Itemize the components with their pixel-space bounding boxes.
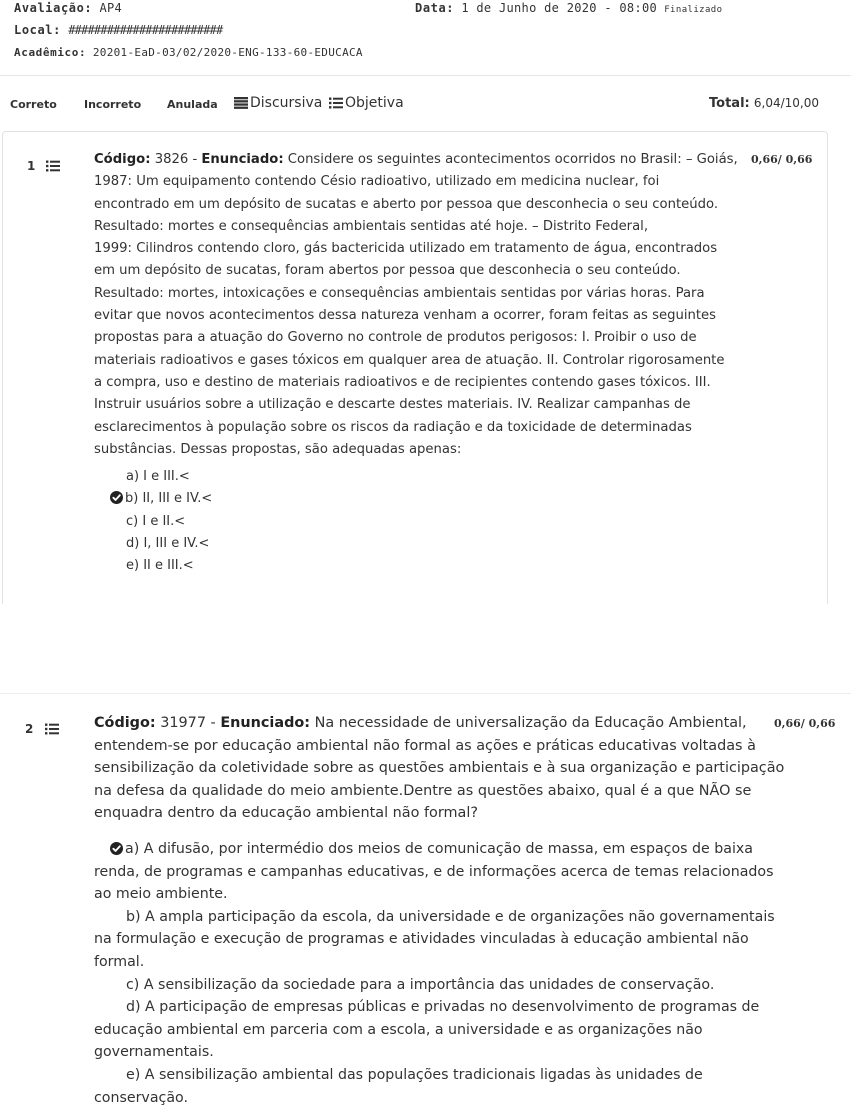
statement-line: Resultado: mortes, intoxicações e consequências ambientais sentidas por várias horas. Para <box>94 285 705 301</box>
enunciado-label: Enunciado: <box>220 715 311 731</box>
codigo-label: Código: <box>94 152 151 167</box>
question-score: 0,66/ 0,66 <box>751 153 813 166</box>
avaliacao-value: AP4 <box>99 1 123 15</box>
alternative-option[interactable] <box>110 488 212 510</box>
statement-line: materiais radioativos e gases tóxicos em qualquer area de atuação. II. Controlar rigorosamente <box>94 352 725 368</box>
question-number: 2 <box>25 722 34 736</box>
alternative-option[interactable] <box>94 974 774 997</box>
legend-discursiva[interactable] <box>234 95 322 111</box>
alternative-text: d) I, III e IV.< <box>126 535 210 551</box>
statement-line: 1987: Um equipamento contendo Césio radioativo, utilizado em medicina nuclear, foi <box>94 174 660 190</box>
list-icon <box>45 723 59 735</box>
alternative-text: e) II e III.< <box>126 558 194 574</box>
codigo-value: 3826 <box>154 152 189 167</box>
section-divider <box>0 693 851 694</box>
alternative-line: formal. <box>94 953 145 970</box>
statement-line: esclarecimentos à população sobre os riscos da radiação e da toxicidade de determinadas <box>94 419 692 435</box>
legend-bar <box>10 95 819 115</box>
question-score: 0,66/ 0,66 <box>774 717 836 730</box>
statement-line: Código: 3826 - Enunciado: Considere os seguintes acontecimentos ocorridos no Brasil: – Goiás, <box>94 152 738 167</box>
list-icon <box>46 160 60 172</box>
alternative-text: a) I e III.< <box>126 469 190 484</box>
statement-line: Resultado: mortes e consequências ambientais sentidas até hoje. – Distrito Federal, <box>94 218 649 234</box>
total-value: 6,04/10,00 <box>753 96 819 110</box>
alternative-line: conservação. <box>94 1089 188 1106</box>
alternative-line: b) A ampla participação da escola, da universidade e de organizações não governamentais <box>126 908 775 925</box>
legend-correto[interactable]: Correto <box>10 98 57 111</box>
alternative-text <box>94 974 774 997</box>
alternative-text <box>94 838 774 861</box>
statement-text: Considere os seguintes acontecimentos ocorridos no Brasil: – Goiás, <box>287 152 738 167</box>
question-number: 1 <box>27 159 36 173</box>
alternative-text <box>94 1041 774 1064</box>
alternative-text <box>94 906 774 929</box>
alternative-text <box>94 928 774 951</box>
alternative-text <box>94 1087 774 1110</box>
check-circle-icon <box>110 491 123 504</box>
question-statement <box>94 149 738 461</box>
header-divider <box>0 75 851 76</box>
academico-value: 20201-EaD-03/02/2020-ENG-133-60-EDUCACA <box>92 46 363 59</box>
codigo-label: Código: <box>94 715 156 731</box>
alternative-line: c) A sensibilização da sociedade para a importância das unidades de conservação. <box>126 976 715 993</box>
legend-objetiva-label: Objetiva <box>345 95 404 111</box>
total-score <box>709 96 819 111</box>
alternative-text <box>94 883 774 906</box>
academico-row <box>14 46 363 59</box>
alternative-line: governamentais. <box>94 1044 214 1061</box>
alternative-text <box>94 951 774 974</box>
statement-line: na defesa da qualidade do meio ambiente.Dentre as questões abaixo, qual é a que NÃO se <box>94 782 752 799</box>
alternative-option[interactable] <box>94 996 774 1064</box>
statement-line: Instruir usuários sobre a utilização e descarte destes materiais. IV. Realizar campanhas de <box>94 397 691 413</box>
statement-line: enquadra dentro da educação ambiental não formal? <box>94 805 479 822</box>
statement-line: sensibilização da coletividade sobre as questões ambientais e à sua organização e participação <box>94 760 785 777</box>
alternative-line: d) A participação de empresas públicas e privadas no desenvolvimento de programas de <box>126 999 760 1016</box>
list-icon <box>329 97 343 109</box>
alternative-line: ao meio ambiente. <box>94 886 228 903</box>
legend-anulada[interactable]: Anulada <box>167 98 218 111</box>
alternative-option[interactable] <box>94 838 774 906</box>
bars-icon <box>234 97 248 109</box>
alternative-text: c) I e II.< <box>126 513 186 529</box>
statement-line: em um depósito de sucatas, foram abertos por pessoa que desconhecia o seu conteúdo. <box>94 263 681 279</box>
alternative-line: a) A difusão, por intermédio dos meios de comunicação de massa, em espaços de baixa <box>125 841 753 857</box>
local-value: ######################## <box>68 23 223 37</box>
status-label: Finalizado <box>664 5 723 15</box>
alternative-text <box>94 1064 774 1087</box>
alternative-option[interactable] <box>126 466 190 488</box>
legend-discursiva-label: Discursiva <box>250 95 323 111</box>
statement-line: Código: 31977 - Enunciado: Na necessidade de universalização da Educação Ambiental, <box>94 715 747 731</box>
alternative-line: na formulação e execução de programas e atividades vinculadas à educação ambiental não <box>94 931 749 948</box>
avaliacao-label: Avaliação: <box>14 1 93 15</box>
codigo-value: 31977 <box>160 715 206 731</box>
alternative-line: e) A sensibilização ambiental das populações tradicionais ligadas às unidades de <box>126 1067 703 1083</box>
statement-line: encontrado em um depósito de sucatas e aberto por pessoa que desconhecia o seu conteúdo. <box>94 196 719 212</box>
statement-line: entendem-se por educação ambiental não formal as ações e práticas educativas voltadas à <box>94 737 756 754</box>
avaliacao-row <box>14 1 122 15</box>
alternative-option[interactable] <box>126 511 185 533</box>
local-row <box>14 23 222 37</box>
check-circle-icon <box>110 842 123 855</box>
statement-line: substâncias. Dessas propostas, são adequadas apenas: <box>94 441 462 457</box>
alternative-line: renda, de programas e campanhas educativas, e de informações acerca de temas relacionados <box>94 863 774 880</box>
alternative-option[interactable] <box>126 555 194 577</box>
legend-objetiva[interactable] <box>329 95 404 111</box>
local-label: Local: <box>14 23 61 37</box>
question-statement <box>94 712 785 825</box>
alternative-option[interactable] <box>126 533 209 555</box>
total-label: Total: <box>709 96 750 111</box>
data-row <box>415 1 722 15</box>
statement-line: propostas para a atuação do Governo no controle de produtos perigosos: I. Proibir o uso de <box>94 330 697 346</box>
statement-text: Na necessidade de universalização da Educação Ambiental, <box>314 715 747 731</box>
enunciado-label: Enunciado: <box>201 152 284 167</box>
statement-line: a compra, uso e destino de materiais radioativos e de recipientes contendo gases tóxicos. III. <box>94 374 711 390</box>
alternative-option[interactable] <box>94 906 774 974</box>
alternative-text <box>94 1019 774 1042</box>
data-value: 1 de Junho de 2020 - 08:00 <box>461 1 657 15</box>
alternative-text <box>94 996 774 1019</box>
alternative-text: b) II, III e IV.< <box>125 491 213 507</box>
academico-label: Acadêmico: <box>14 46 87 59</box>
alternative-text <box>94 861 774 884</box>
statement-line: evitar que novos acontecimentos dessa natureza venham a ocorrer, foram feitas as seguintes <box>94 308 717 324</box>
statement-line: 1999: Cilindros contendo cloro, gás bactericida utilizado em tratamento de água, encontrados <box>94 241 718 257</box>
data-label: Data: <box>415 1 455 15</box>
legend-incorreto[interactable]: Incorreto <box>84 98 142 111</box>
alternative-line: educação ambiental em parceria com a escola, a universidade e as organizações não <box>94 1021 703 1038</box>
alternative-option[interactable] <box>94 1064 774 1109</box>
